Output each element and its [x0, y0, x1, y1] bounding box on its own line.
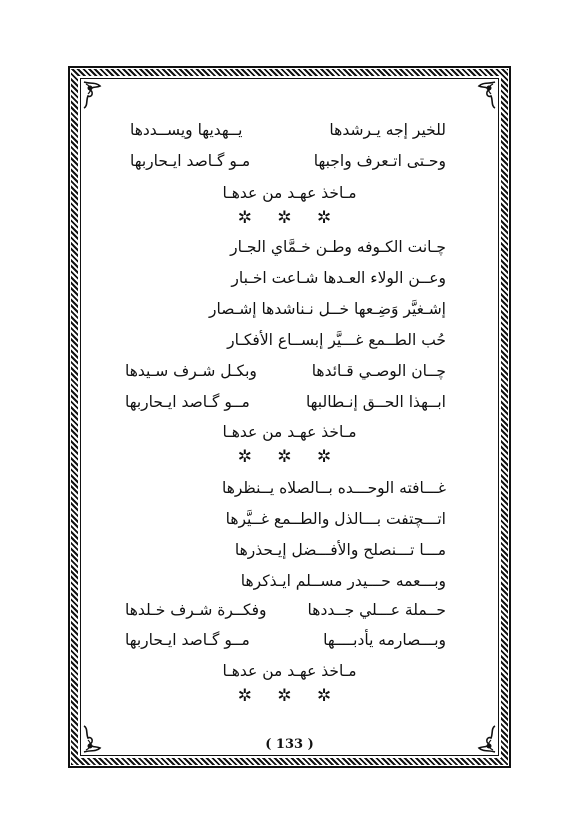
corner-ornament-icon	[82, 80, 112, 110]
verse-hemistich-first: ابــهذا الحــق إنـطالبها	[305, 393, 446, 411]
verse-hemistich-first: وبـــصارمه يأدبــــها	[323, 631, 446, 649]
verse-hemistich-second: يــهديها ويســددها	[130, 121, 243, 139]
verse-hemistich-first: وبـــعمه حـــيدر مســلم ايـذكرها	[240, 572, 446, 590]
verse-hemistich-first: للخير إجه يـرشدها	[329, 121, 446, 139]
verse-hemistich-first: اتـــچتفت بـــالذل والطــمع غــيَّرها	[225, 510, 446, 528]
verse-hemistich-first: حُب الطــمع غـــيَّر إبســاع الأفكـار	[227, 331, 446, 349]
page-border-inner	[80, 78, 499, 756]
verse-hemistich-second: مــو گـاصد ايـحاربها	[125, 631, 250, 649]
verse-hemistich-first: مـــا تـــنصلح والأفـــضل إيـحذرها	[234, 541, 446, 559]
verse-hemistich-first: وعــن الولاء العـدها شـاعت اخـبار	[231, 269, 446, 287]
verse-hemistich-second: وبكـل شـرف سـيدها	[125, 362, 257, 380]
stanza-separator: ✲ ✲ ✲	[237, 686, 342, 706]
refrain-line: مـاخذ عهـد من عدهـا	[222, 184, 357, 202]
refrain-line: مـاخذ عهـد من عدهـا	[222, 423, 357, 441]
stanza-separator: ✲ ✲ ✲	[237, 208, 342, 228]
verse-hemistich-first: وحـتى اتـعرف واجبها	[313, 152, 446, 170]
verse-hemistich-first: حــملة عـــلي جــددها	[307, 601, 446, 619]
refrain-line: مـاخذ عهـد من عدهـا	[222, 662, 357, 680]
verse-hemistich-first: چــان الوصـي قـائدها	[311, 362, 446, 380]
verse-hemistich-second: مــو گـاصد ايـحاربها	[125, 393, 250, 411]
corner-ornament-icon	[467, 80, 497, 110]
verse-hemistich-first: چـانت الكـوفه وطـن خـمَّاي الجـار	[230, 238, 446, 256]
stanza-separator: ✲ ✲ ✲	[237, 447, 342, 467]
verse-hemistich-second: وفكــرة شـرف خـلدها	[125, 601, 267, 619]
verse-hemistich-first: غـــافته الوحـــده بــالصلاه يــنظرها	[221, 479, 446, 497]
verse-hemistich-first: إشـغيَّر وَضِـعها خــل نـناشدها إشـصار	[209, 300, 446, 318]
page-number: ( 133 )	[265, 737, 314, 752]
verse-hemistich-second: مـو گـاصد ايـحاربها	[130, 152, 251, 170]
